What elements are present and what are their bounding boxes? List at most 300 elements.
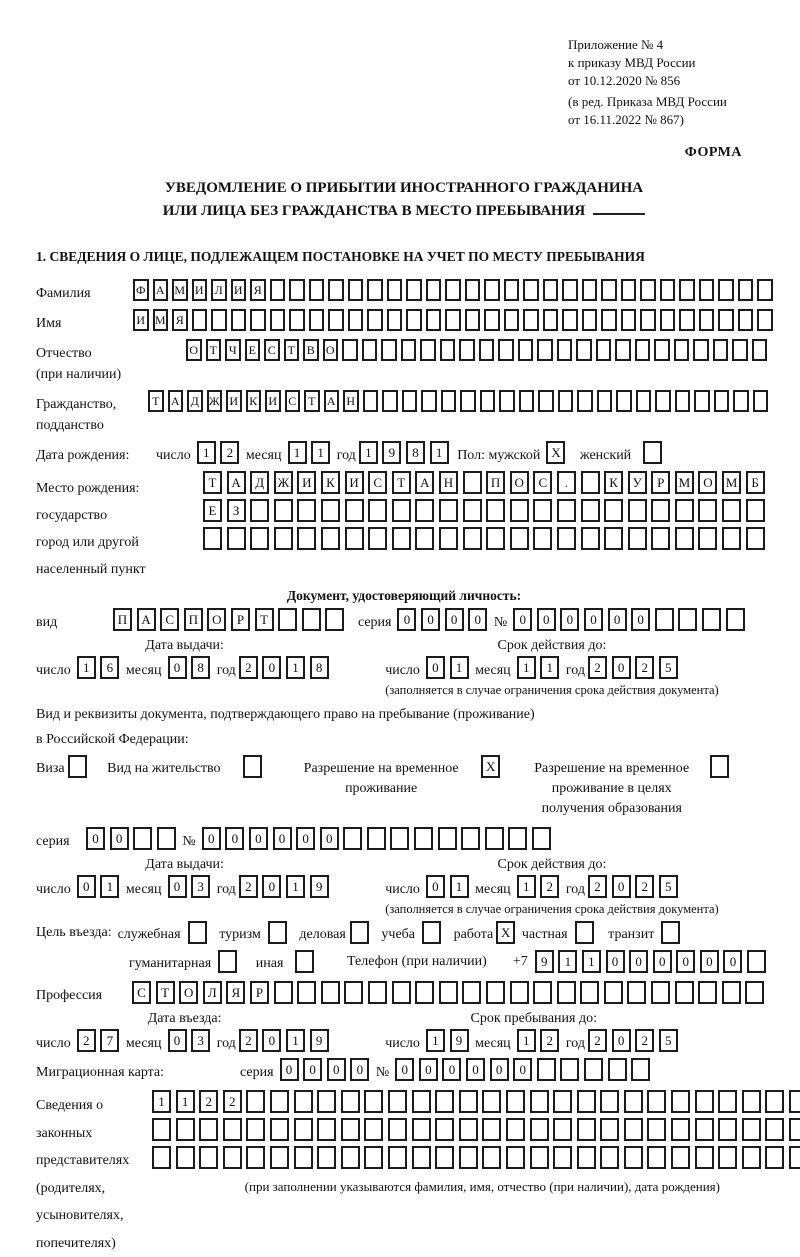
form-cell[interactable] — [621, 309, 637, 331]
form-cell[interactable]: Н — [439, 471, 458, 494]
form-cell[interactable] — [421, 390, 437, 412]
form-cell[interactable] — [420, 339, 436, 361]
form-cell[interactable]: П — [184, 608, 203, 631]
form-cell[interactable]: 0 — [513, 608, 532, 631]
form-cell[interactable] — [624, 1146, 643, 1169]
form-cell[interactable] — [714, 390, 730, 412]
form-cell[interactable] — [752, 339, 768, 361]
form-cell[interactable] — [157, 827, 176, 850]
form-cell[interactable] — [309, 279, 325, 301]
form-cell[interactable] — [562, 309, 578, 331]
form-cell[interactable]: Я — [250, 279, 266, 301]
sex-male-checkbox[interactable]: X — [546, 441, 565, 464]
form-cell[interactable]: С — [285, 390, 301, 412]
form-cell[interactable]: 7 — [100, 1029, 119, 1052]
migration-number-cells[interactable] — [395, 1058, 655, 1081]
form-cell[interactable] — [342, 339, 358, 361]
form-cell[interactable] — [250, 499, 269, 522]
form-cell[interactable] — [746, 499, 765, 522]
form-cell[interactable] — [732, 339, 748, 361]
identity-valid-month-cells[interactable] — [517, 656, 564, 679]
form-cell[interactable]: А — [227, 471, 246, 494]
form-cell[interactable] — [297, 981, 316, 1004]
form-cell[interactable] — [309, 309, 325, 331]
form-cell[interactable] — [523, 309, 539, 331]
form-cell[interactable]: 0 — [262, 875, 281, 898]
form-cell[interactable]: 0 — [513, 1058, 532, 1081]
form-cell[interactable] — [152, 1146, 171, 1169]
form-cell[interactable] — [484, 279, 500, 301]
form-cell[interactable]: 0 — [468, 608, 487, 631]
form-cell[interactable] — [616, 390, 632, 412]
form-cell[interactable] — [533, 527, 552, 550]
form-cell[interactable]: 0 — [421, 608, 440, 631]
form-cell[interactable] — [246, 1146, 265, 1169]
form-cell[interactable] — [675, 981, 694, 1004]
form-cell[interactable] — [655, 608, 674, 631]
form-cell[interactable]: О — [207, 608, 226, 631]
residence-issue-month-cells[interactable] — [168, 875, 215, 898]
form-cell[interactable]: С — [132, 981, 151, 1004]
form-cell[interactable] — [627, 981, 646, 1004]
form-cell[interactable] — [482, 1118, 501, 1141]
form-cell[interactable]: Л — [211, 279, 227, 301]
form-cell[interactable]: В — [303, 339, 319, 361]
form-cell[interactable] — [506, 1118, 525, 1141]
form-cell[interactable] — [582, 309, 598, 331]
form-cell[interactable]: И — [231, 279, 247, 301]
identity-valid-day-cells[interactable] — [426, 656, 473, 679]
form-cell[interactable] — [274, 981, 293, 1004]
form-cell[interactable] — [439, 527, 458, 550]
form-cell[interactable]: 0 — [629, 950, 648, 973]
form-cell[interactable] — [441, 390, 457, 412]
form-cell[interactable] — [557, 527, 576, 550]
form-cell[interactable] — [698, 499, 717, 522]
form-cell[interactable] — [581, 527, 600, 550]
form-cell[interactable] — [533, 499, 552, 522]
form-cell[interactable] — [693, 339, 709, 361]
form-cell[interactable]: И — [192, 279, 208, 301]
form-cell[interactable]: 2 — [220, 441, 239, 464]
form-cell[interactable] — [753, 390, 769, 412]
form-cell[interactable]: 1 — [286, 1029, 305, 1052]
form-cell[interactable] — [543, 309, 559, 331]
form-cell[interactable] — [479, 339, 495, 361]
form-cell[interactable]: 1 — [540, 656, 559, 679]
form-cell[interactable] — [480, 390, 496, 412]
form-cell[interactable] — [278, 608, 297, 631]
identity-issue-year-cells[interactable] — [239, 656, 333, 679]
form-cell[interactable] — [765, 1090, 784, 1113]
form-cell[interactable]: 2 — [588, 656, 607, 679]
form-cell[interactable] — [537, 339, 553, 361]
form-cell[interactable] — [345, 499, 364, 522]
form-cell[interactable] — [698, 527, 717, 550]
form-cell[interactable] — [604, 527, 623, 550]
identity-issue-day-cells[interactable] — [77, 656, 124, 679]
form-cell[interactable]: Ж — [274, 471, 293, 494]
form-cell[interactable] — [553, 1118, 572, 1141]
form-cell[interactable] — [321, 981, 340, 1004]
form-cell[interactable] — [678, 608, 697, 631]
form-cell[interactable] — [328, 279, 344, 301]
form-cell[interactable]: 2 — [540, 875, 559, 898]
form-cell[interactable] — [192, 309, 208, 331]
entry-day-cells[interactable] — [77, 1029, 124, 1052]
form-cell[interactable] — [231, 309, 247, 331]
form-cell[interactable]: Я — [226, 981, 245, 1004]
form-cell[interactable] — [406, 309, 422, 331]
form-cell[interactable]: 0 — [723, 950, 742, 973]
form-cell[interactable] — [647, 1146, 666, 1169]
form-cell[interactable]: 5 — [659, 1029, 678, 1052]
form-cell[interactable] — [624, 1118, 643, 1141]
stay-year-cells[interactable] — [588, 1029, 682, 1052]
form-cell[interactable]: 1 — [517, 656, 536, 679]
purpose-other-checkbox[interactable] — [295, 950, 314, 973]
form-cell[interactable]: К — [604, 471, 623, 494]
form-cell[interactable]: 0 — [426, 656, 445, 679]
entry-month-cells[interactable] — [168, 1029, 215, 1052]
form-cell[interactable] — [445, 279, 461, 301]
form-cell[interactable]: 1 — [359, 441, 378, 464]
entry-year-cells[interactable] — [239, 1029, 333, 1052]
identity-valid-year-cells[interactable] — [588, 656, 682, 679]
form-cell[interactable] — [392, 981, 411, 1004]
form-cell[interactable]: 1 — [152, 1090, 171, 1113]
form-cell[interactable] — [435, 1090, 454, 1113]
form-cell[interactable] — [368, 981, 387, 1004]
form-cell[interactable] — [364, 1118, 383, 1141]
form-cell[interactable] — [726, 608, 745, 631]
form-cell[interactable] — [562, 279, 578, 301]
residence-issue-day-cells[interactable] — [77, 875, 124, 898]
form-cell[interactable] — [317, 1118, 336, 1141]
birth-place-cells-row2[interactable] — [203, 499, 769, 522]
form-cell[interactable] — [297, 527, 316, 550]
form-cell[interactable] — [718, 1146, 737, 1169]
form-cell[interactable] — [765, 1118, 784, 1141]
form-cell[interactable]: З — [227, 499, 246, 522]
visa-checkbox[interactable] — [68, 755, 87, 778]
form-cell[interactable]: 0 — [280, 1058, 299, 1081]
form-cell[interactable] — [504, 279, 520, 301]
form-cell[interactable] — [388, 1090, 407, 1113]
form-cell[interactable] — [426, 279, 442, 301]
form-cell[interactable]: 0 — [584, 608, 603, 631]
form-cell[interactable]: Т — [284, 339, 300, 361]
form-cell[interactable] — [463, 527, 482, 550]
form-cell[interactable] — [270, 1118, 289, 1141]
form-cell[interactable] — [414, 827, 433, 850]
form-cell[interactable] — [558, 390, 574, 412]
form-cell[interactable]: Д — [187, 390, 203, 412]
form-cell[interactable] — [698, 981, 717, 1004]
birth-day-cells[interactable] — [197, 441, 244, 464]
form-cell[interactable]: 0 — [445, 608, 464, 631]
form-cell[interactable] — [694, 390, 710, 412]
form-cell[interactable]: Я — [172, 309, 188, 331]
form-cell[interactable] — [647, 1090, 666, 1113]
form-cell[interactable]: О — [186, 339, 202, 361]
form-cell[interactable] — [530, 1090, 549, 1113]
form-cell[interactable] — [510, 981, 529, 1004]
form-cell[interactable]: 0 — [320, 827, 339, 850]
form-cell[interactable] — [557, 339, 573, 361]
form-cell[interactable] — [553, 1146, 572, 1169]
form-cell[interactable] — [382, 390, 398, 412]
form-cell[interactable] — [486, 499, 505, 522]
form-cell[interactable] — [679, 279, 695, 301]
form-cell[interactable]: 1 — [558, 950, 577, 973]
form-cell[interactable]: 8 — [310, 656, 329, 679]
form-cell[interactable]: 1 — [176, 1090, 195, 1113]
residence-series-cells[interactable] — [86, 827, 180, 850]
form-cell[interactable]: 0 — [303, 1058, 322, 1081]
form-cell[interactable] — [596, 339, 612, 361]
form-cell[interactable] — [294, 1090, 313, 1113]
form-cell[interactable] — [699, 309, 715, 331]
form-cell[interactable] — [584, 1058, 603, 1081]
form-cell[interactable]: М — [153, 309, 169, 331]
form-cell[interactable] — [508, 827, 527, 850]
sex-female-checkbox[interactable] — [643, 441, 662, 464]
form-cell[interactable] — [581, 499, 600, 522]
form-cell[interactable] — [412, 1146, 431, 1169]
form-cell[interactable]: 3 — [191, 1029, 210, 1052]
form-cell[interactable] — [465, 279, 481, 301]
form-cell[interactable]: 0 — [631, 608, 650, 631]
residence-issue-year-cells[interactable] — [239, 875, 333, 898]
form-cell[interactable]: 1 — [582, 950, 601, 973]
form-cell[interactable] — [246, 1118, 265, 1141]
form-cell[interactable] — [482, 1090, 501, 1113]
form-cell[interactable]: 0 — [608, 608, 627, 631]
form-cell[interactable]: Т — [255, 608, 274, 631]
form-cell[interactable] — [582, 279, 598, 301]
form-cell[interactable] — [695, 1090, 714, 1113]
form-cell[interactable]: Т — [392, 471, 411, 494]
form-cell[interactable] — [426, 309, 442, 331]
form-cell[interactable]: . — [557, 471, 576, 494]
form-cell[interactable]: 2 — [239, 1029, 258, 1052]
form-cell[interactable]: 1 — [286, 875, 305, 898]
form-cell[interactable] — [660, 309, 676, 331]
form-cell[interactable]: М — [172, 279, 188, 301]
form-cell[interactable] — [600, 1146, 619, 1169]
form-cell[interactable] — [484, 309, 500, 331]
form-cell[interactable] — [722, 499, 741, 522]
form-cell[interactable] — [445, 309, 461, 331]
residence-valid-day-cells[interactable] — [426, 875, 473, 898]
form-cell[interactable] — [601, 279, 617, 301]
form-cell[interactable] — [152, 1118, 171, 1141]
form-cell[interactable] — [624, 1090, 643, 1113]
form-cell[interactable] — [270, 309, 286, 331]
form-cell[interactable] — [577, 1146, 596, 1169]
form-cell[interactable]: Д — [250, 471, 269, 494]
form-cell[interactable] — [499, 390, 515, 412]
purpose-official-checkbox[interactable] — [188, 921, 207, 944]
form-cell[interactable] — [695, 1146, 714, 1169]
purpose-work-checkbox[interactable]: X — [496, 921, 515, 944]
form-cell[interactable] — [636, 390, 652, 412]
form-cell[interactable]: 1 — [197, 441, 216, 464]
form-cell[interactable]: О — [323, 339, 339, 361]
phone-cells[interactable] — [535, 950, 771, 973]
form-cell[interactable]: 1 — [288, 441, 307, 464]
form-cell[interactable] — [600, 1118, 619, 1141]
form-cell[interactable]: Ф — [133, 279, 149, 301]
form-cell[interactable] — [506, 1146, 525, 1169]
form-cell[interactable]: 1 — [311, 441, 330, 464]
form-cell[interactable] — [675, 527, 694, 550]
form-cell[interactable] — [223, 1118, 242, 1141]
form-cell[interactable]: С — [264, 339, 280, 361]
form-cell[interactable]: 2 — [635, 875, 654, 898]
form-cell[interactable]: Л — [203, 981, 222, 1004]
form-cell[interactable] — [504, 309, 520, 331]
form-cell[interactable]: Т — [203, 471, 222, 494]
form-cell[interactable]: 2 — [223, 1090, 242, 1113]
purpose-humanitarian-checkbox[interactable] — [218, 950, 237, 973]
form-cell[interactable] — [510, 499, 529, 522]
form-cell[interactable] — [439, 499, 458, 522]
form-cell[interactable] — [317, 1090, 336, 1113]
form-cell[interactable] — [223, 1146, 242, 1169]
form-cell[interactable] — [463, 471, 482, 494]
form-cell[interactable] — [604, 981, 623, 1004]
form-cell[interactable] — [628, 527, 647, 550]
form-cell[interactable] — [538, 390, 554, 412]
form-cell[interactable] — [203, 527, 222, 550]
form-cell[interactable]: Т — [148, 390, 164, 412]
form-cell[interactable]: 2 — [635, 656, 654, 679]
form-cell[interactable] — [317, 1146, 336, 1169]
form-cell[interactable] — [270, 279, 286, 301]
form-cell[interactable] — [608, 1058, 627, 1081]
form-cell[interactable] — [246, 1090, 265, 1113]
form-cell[interactable]: С — [368, 471, 387, 494]
form-cell[interactable]: Р — [231, 608, 250, 631]
form-cell[interactable]: О — [510, 471, 529, 494]
form-cell[interactable] — [733, 390, 749, 412]
form-cell[interactable] — [577, 1090, 596, 1113]
form-cell[interactable] — [742, 1090, 761, 1113]
form-cell[interactable] — [412, 1118, 431, 1141]
form-cell[interactable]: 0 — [442, 1058, 461, 1081]
form-cell[interactable]: Е — [245, 339, 261, 361]
form-cell[interactable] — [679, 309, 695, 331]
form-cell[interactable] — [341, 1118, 360, 1141]
form-cell[interactable] — [621, 279, 637, 301]
form-cell[interactable] — [654, 339, 670, 361]
form-cell[interactable]: 0 — [426, 875, 445, 898]
form-cell[interactable]: П — [486, 471, 505, 494]
birth-place-cells-row1[interactable] — [203, 471, 769, 494]
form-cell[interactable] — [176, 1118, 195, 1141]
form-cell[interactable] — [341, 1146, 360, 1169]
form-cell[interactable]: 1 — [100, 875, 119, 898]
form-cell[interactable]: 8 — [191, 656, 210, 679]
birth-place-cells-row3[interactable] — [203, 527, 769, 550]
residence-permit-checkbox[interactable] — [243, 755, 262, 778]
form-cell[interactable] — [537, 1058, 556, 1081]
form-cell[interactable]: 1 — [426, 1029, 445, 1052]
representatives-cells-row2[interactable] — [152, 1118, 800, 1141]
identity-doc-number-cells[interactable] — [513, 608, 749, 631]
form-cell[interactable]: 2 — [588, 1029, 607, 1052]
form-cell[interactable]: 2 — [540, 1029, 559, 1052]
form-cell[interactable] — [211, 309, 227, 331]
form-cell[interactable]: 0 — [700, 950, 719, 973]
form-cell[interactable]: 2 — [199, 1090, 218, 1113]
form-cell[interactable] — [363, 390, 379, 412]
identity-issue-month-cells[interactable] — [168, 656, 215, 679]
form-cell[interactable]: Т — [304, 390, 320, 412]
form-cell[interactable] — [757, 309, 773, 331]
form-cell[interactable]: И — [297, 471, 316, 494]
patronymic-cells[interactable] — [186, 339, 771, 361]
form-cell[interactable] — [577, 1118, 596, 1141]
form-cell[interactable] — [647, 1118, 666, 1141]
form-cell[interactable]: Р — [250, 981, 269, 1004]
form-cell[interactable] — [532, 827, 551, 850]
form-cell[interactable]: 0 — [537, 608, 556, 631]
form-cell[interactable] — [789, 1118, 800, 1141]
form-cell[interactable] — [321, 527, 340, 550]
form-cell[interactable] — [518, 339, 534, 361]
form-cell[interactable] — [651, 499, 670, 522]
form-cell[interactable]: 2 — [588, 875, 607, 898]
form-cell[interactable] — [519, 390, 535, 412]
form-cell[interactable] — [581, 471, 600, 494]
temp-residence-education-checkbox[interactable] — [710, 755, 729, 778]
form-cell[interactable] — [523, 279, 539, 301]
form-cell[interactable] — [341, 1090, 360, 1113]
form-cell[interactable]: Б — [746, 471, 765, 494]
temp-residence-checkbox[interactable]: X — [481, 755, 500, 778]
form-cell[interactable] — [387, 309, 403, 331]
form-cell[interactable]: А — [168, 390, 184, 412]
profession-cells[interactable] — [132, 981, 769, 1004]
form-cell[interactable]: М — [722, 471, 741, 494]
representatives-cells-row1[interactable] — [152, 1090, 800, 1113]
form-cell[interactable]: 0 — [612, 875, 631, 898]
form-cell[interactable]: 0 — [225, 827, 244, 850]
form-cell[interactable]: О — [698, 471, 717, 494]
form-cell[interactable] — [738, 309, 754, 331]
form-cell[interactable]: 1 — [77, 656, 96, 679]
form-cell[interactable]: 0 — [168, 875, 187, 898]
identity-doc-series-cells[interactable] — [397, 608, 491, 631]
purpose-private-checkbox[interactable] — [575, 921, 594, 944]
stay-day-cells[interactable] — [426, 1029, 473, 1052]
form-cell[interactable] — [463, 499, 482, 522]
form-cell[interactable] — [459, 1146, 478, 1169]
form-cell[interactable] — [486, 527, 505, 550]
form-cell[interactable] — [328, 309, 344, 331]
form-cell[interactable]: 9 — [310, 875, 329, 898]
form-cell[interactable]: 0 — [676, 950, 695, 973]
form-cell[interactable] — [675, 499, 694, 522]
form-cell[interactable]: 0 — [419, 1058, 438, 1081]
form-cell[interactable] — [439, 981, 458, 1004]
form-cell[interactable]: О — [179, 981, 198, 1004]
form-cell[interactable] — [746, 527, 765, 550]
form-cell[interactable] — [367, 279, 383, 301]
